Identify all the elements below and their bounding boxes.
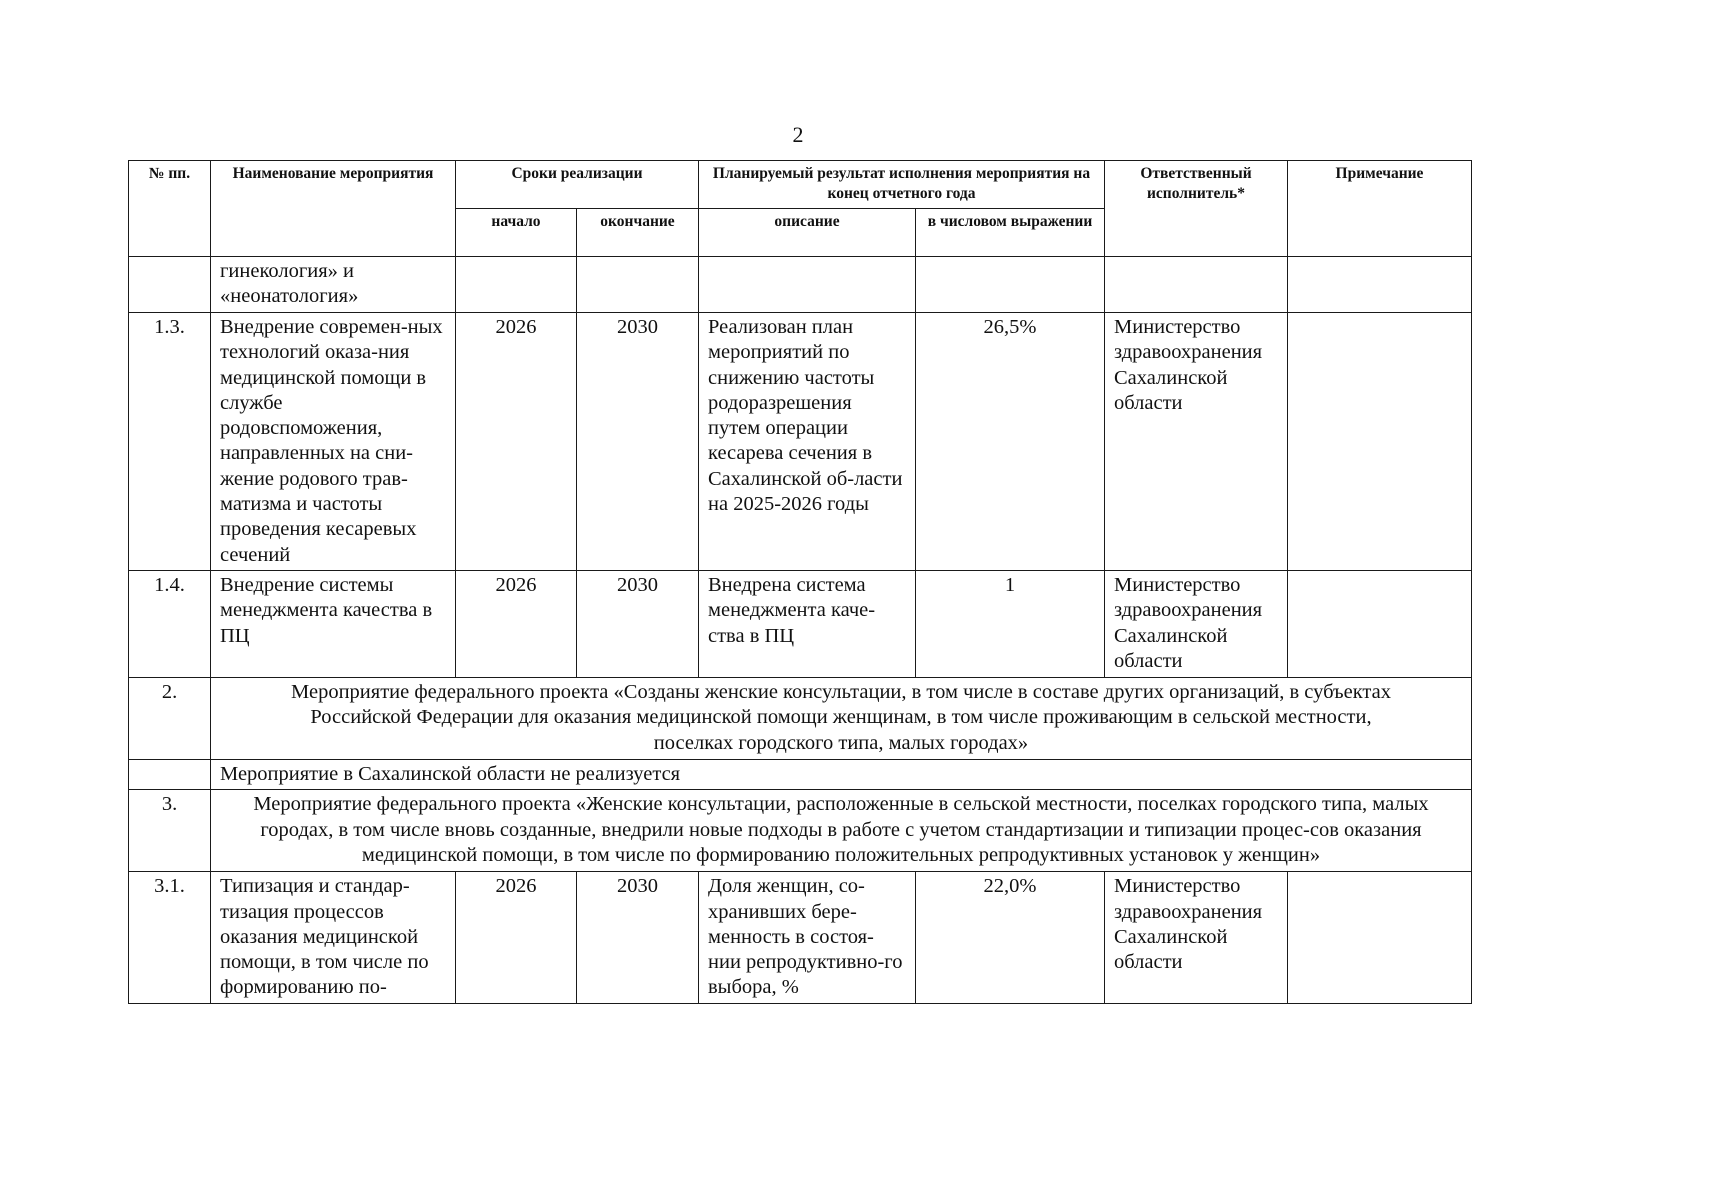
cell-description: Реализован план мероприятий по снижению частоты родоразрешения путем операции кесарева сечения в Сахалинской об-ласти на 2025-2026 годы: [699, 313, 916, 571]
cell-num: 1.4.: [129, 570, 211, 677]
table-header-row: [129, 161, 1472, 209]
cell-end: 2030: [577, 570, 699, 677]
header-period: Сроки реализации: [456, 161, 699, 209]
cell-name: Внедрение системы менеджмента качества в ПЦ: [211, 570, 456, 677]
cell-start: 2026: [456, 872, 577, 1004]
table-row: [129, 313, 1472, 571]
table-row: [129, 257, 1472, 313]
cell-value: 22,0%: [916, 872, 1105, 1004]
cell-name: Типизация и стандар-тизация процессов оказания медицинской помощи, в том числе по формированию по-: [211, 872, 456, 1004]
cell-name: Внедрение современ-ных технологий оказа-ния медицинской помощи в службе родовспоможения, направленных на сни-жение родового трав-матизма и частоты проведения кесаревых сечений: [211, 313, 456, 571]
header-result: Планируемый результат исполнения мероприятия на конец отчетного года: [699, 161, 1105, 209]
cell-end: 2030: [577, 872, 699, 1004]
section-title: Мероприятие федерального проекта «Женские консультации, расположенные в сельской местности, поселках городского типа, малых городах, в том числе вновь созданные, внедрили новые подходы в работе с учетом стандартизации и типизации процес-сов оказания медицинской помощи, в том числе по формированию положительных репродуктивных установок у женщин»: [211, 790, 1472, 872]
section-row: [129, 790, 1472, 872]
section-row: [129, 677, 1472, 759]
cell-num: [129, 759, 211, 789]
cell-description: Внедрена система менеджмента каче-ства в ПЦ: [699, 570, 916, 677]
cell-responsible: Министерство здравоохранения Сахалинской области: [1105, 872, 1288, 1004]
cell-value: 26,5%: [916, 313, 1105, 571]
section-note: Мероприятие в Сахалинской области не реализуется: [211, 759, 1472, 789]
table-row: [129, 570, 1472, 677]
cell-value: 1: [916, 570, 1105, 677]
header-description: описание: [699, 209, 916, 257]
page-number: 2: [792, 122, 804, 147]
header-numeric: в числовом выражении: [916, 209, 1105, 257]
cell-start: 2026: [456, 570, 577, 677]
cell-note: [1288, 872, 1472, 1004]
cell-num: 1.3.: [129, 313, 211, 571]
cell-num: 3.1.: [129, 872, 211, 1004]
cell-description: Доля женщин, со-хранивших бере-менность в состоя-нии репродуктивно-го выбора, %: [699, 872, 916, 1004]
cell-end: 2030: [577, 313, 699, 571]
header-end: окончание: [577, 209, 699, 257]
cell-start: 2026: [456, 313, 577, 571]
cell-note: [1288, 570, 1472, 677]
cell-responsible: Министерство здравоохранения Сахалинской области: [1105, 313, 1288, 571]
cell-note: [1288, 313, 1472, 571]
cell-num: [129, 257, 211, 313]
section-note-row: [129, 759, 1472, 789]
header-num: № пп.: [129, 161, 211, 257]
header-responsible: Ответственный исполнитель*: [1105, 161, 1288, 257]
cell-responsible: Министерство здравоохранения Сахалинской области: [1105, 570, 1288, 677]
header-note: Примечание: [1288, 161, 1472, 257]
cell-num: 2.: [129, 677, 211, 759]
table-row: [129, 872, 1472, 1004]
cell-num: 3.: [129, 790, 211, 872]
cell-name: гинекология» и «неонатология»: [211, 257, 456, 313]
header-name: Наименование мероприятия: [211, 161, 456, 257]
activities-table: [128, 160, 1472, 1004]
section-title: Мероприятие федерального проекта «Созданы женские консультации, в том числе в составе других организаций, в субъектах Российской Федерации для оказания медицинской помощи женщинам, в том числе проживающим в сельской местности, поселках городского типа, малых городах»: [211, 677, 1472, 759]
header-start: начало: [456, 209, 577, 257]
